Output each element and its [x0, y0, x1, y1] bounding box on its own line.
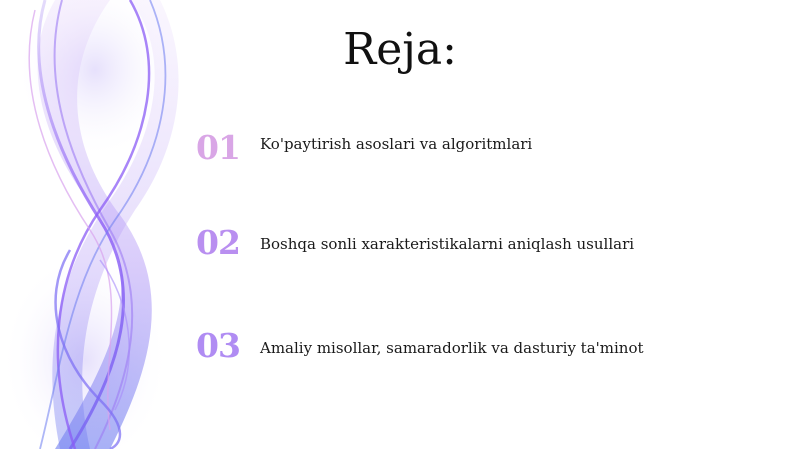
- decorative-smoke-ribbon: [0, 0, 200, 449]
- agenda-item: [196, 221, 756, 265]
- agenda-text: Boshqa sonli xarakteristikalarni aniqlash usullari: [260, 235, 635, 253]
- agenda-number: 03: [196, 326, 240, 365]
- agenda-item: [196, 324, 756, 368]
- agenda-text: Amaliy misollar, samaradorlik va dasturiy ta'minot: [260, 339, 644, 357]
- agenda-number: 01: [196, 128, 240, 167]
- agenda-item: [196, 126, 756, 170]
- agenda-number: 02: [196, 223, 240, 262]
- slide-title: Reja:: [343, 24, 457, 75]
- agenda-text: Ko'paytirish asoslari va algoritmlari: [260, 135, 533, 153]
